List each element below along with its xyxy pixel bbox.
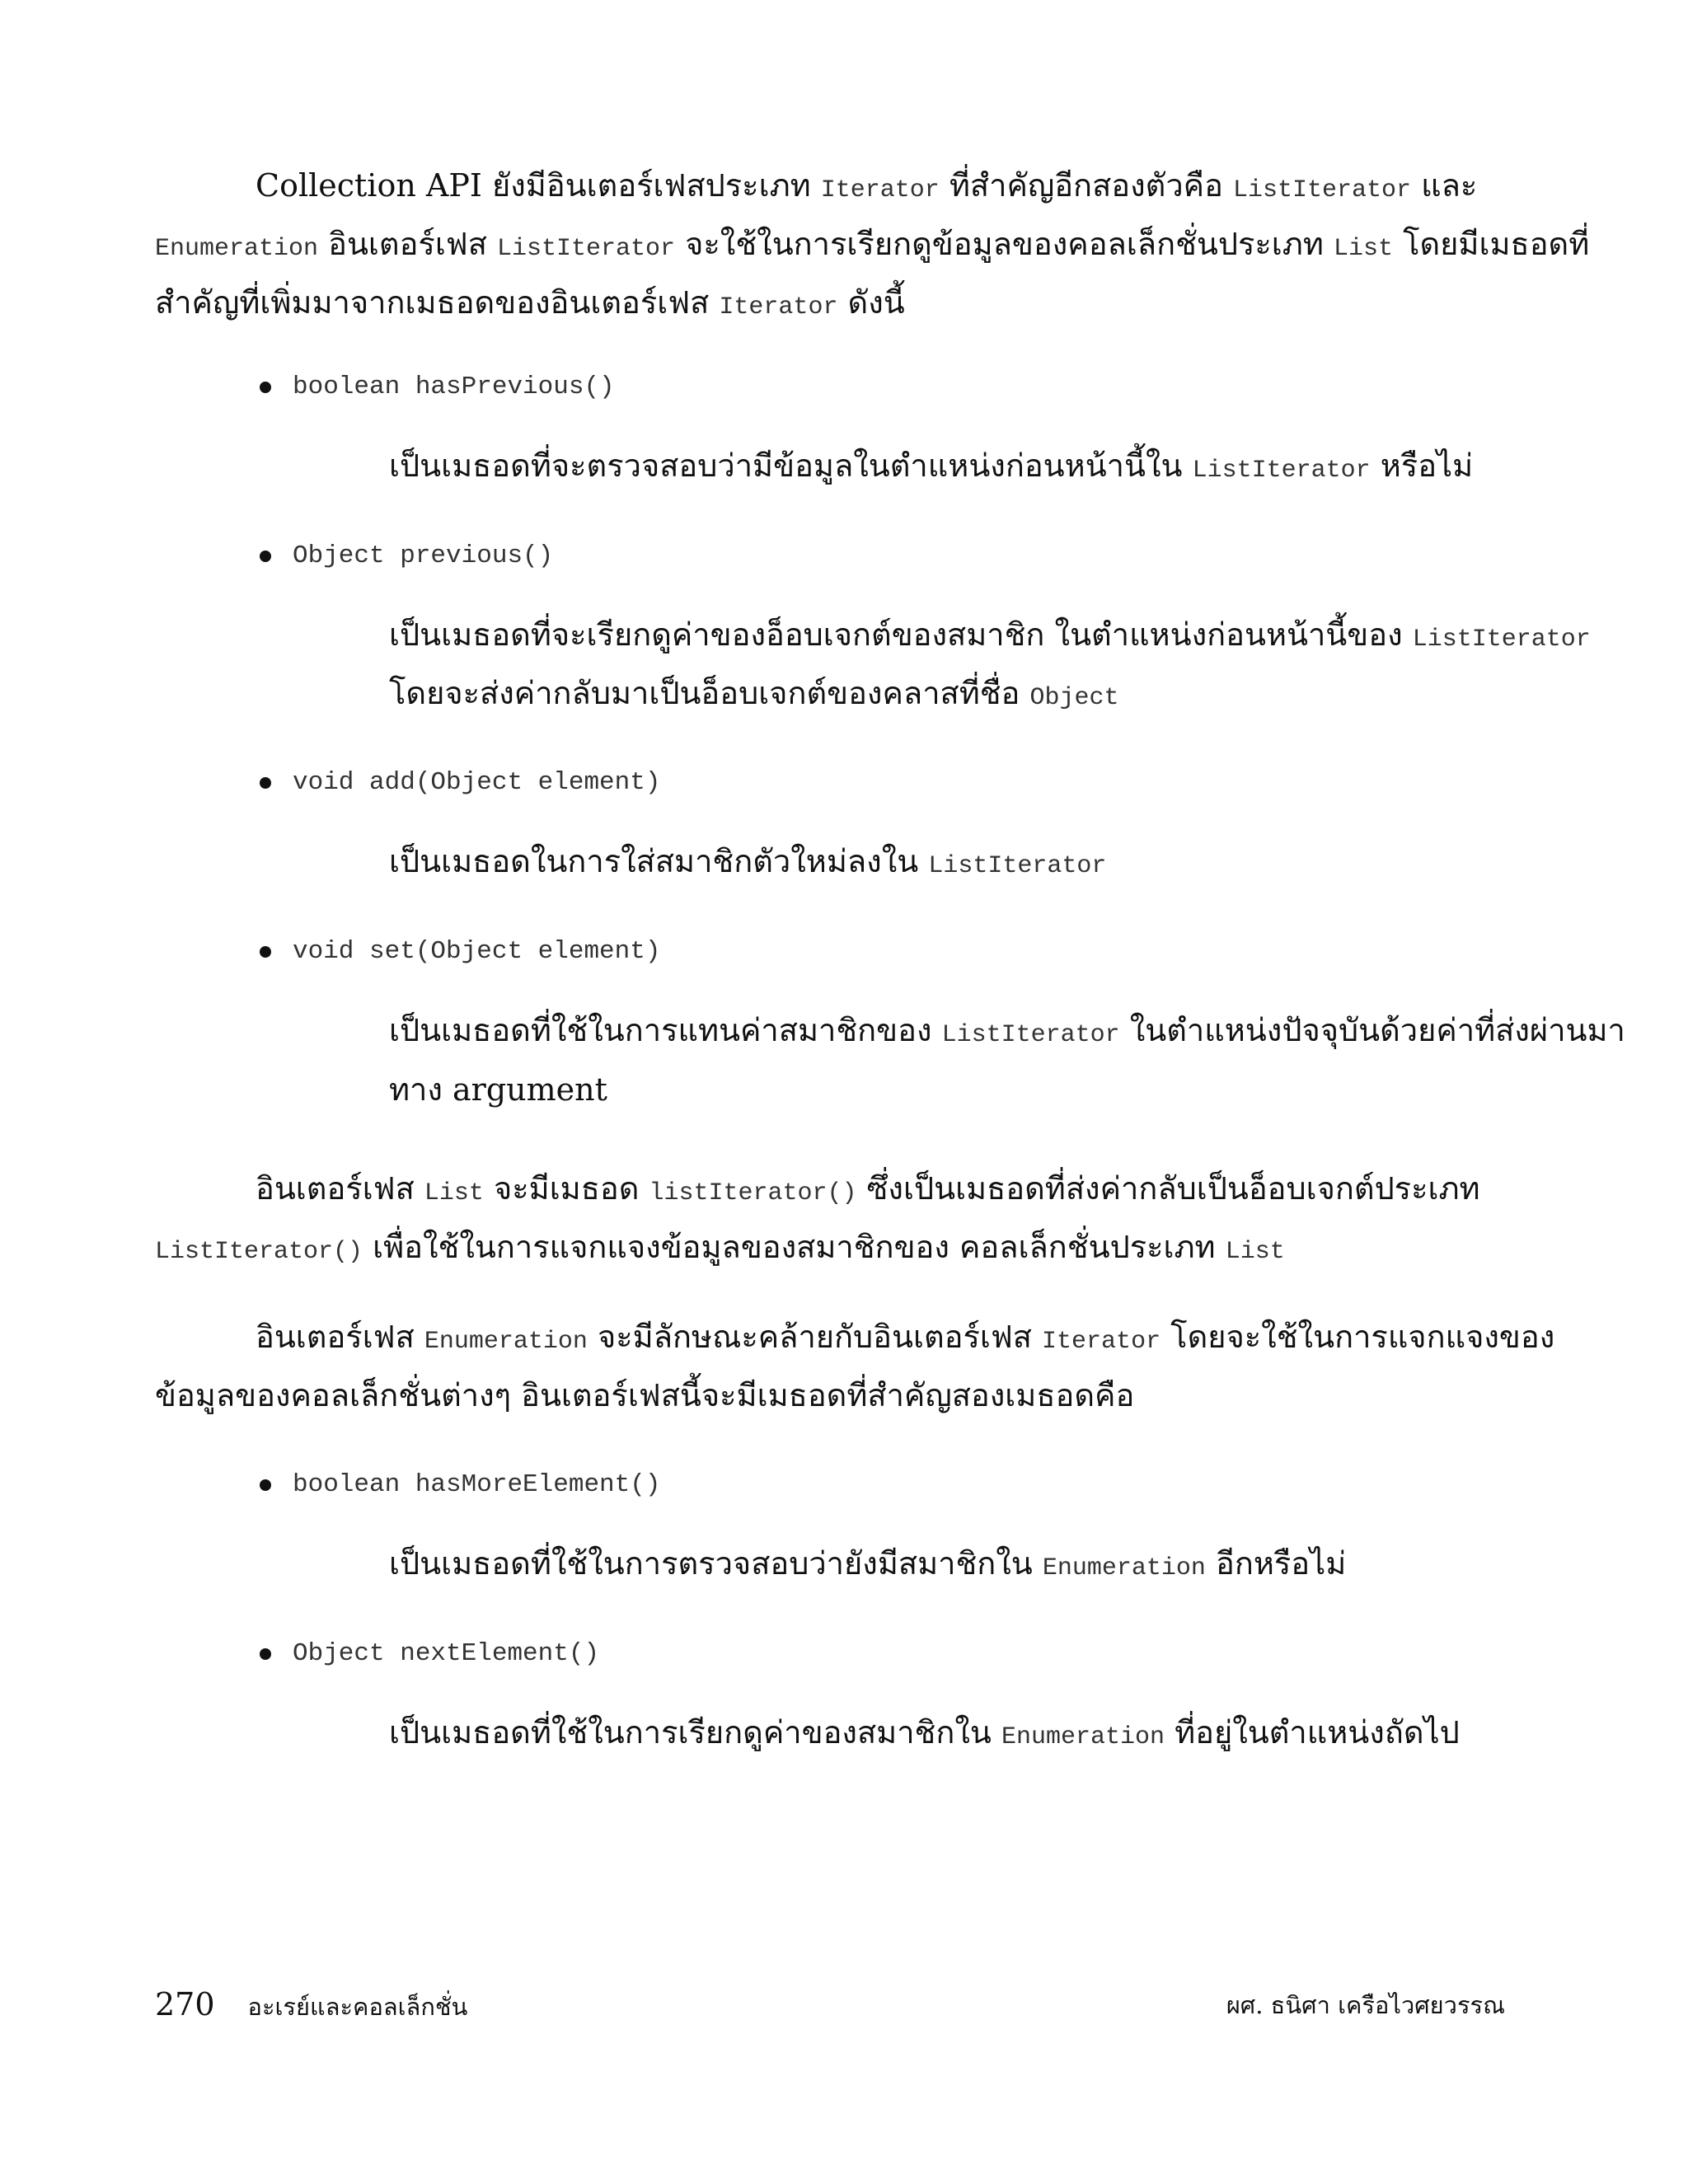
method-item-has-more-element (260, 1460, 660, 1511)
paragraph-1-line-1 (256, 161, 1477, 215)
text: โดยจะส่งค่ากลับมาเป็นอ็อบเจกต์ของคลาสที่ชื่อ (389, 675, 1030, 711)
code-listiterator-method: ListIterator() (155, 1238, 363, 1266)
method-signature: Object nextElement() (293, 1639, 600, 1668)
bullet-icon (260, 551, 271, 562)
paragraph-2-line-2 (155, 1222, 1285, 1277)
code-list: List (1333, 235, 1393, 263)
method-3-description (389, 837, 1106, 891)
text: เป็นเมธอดที่ใช้ในการเรียกดูค่าของสมาชิกใน (389, 1714, 1001, 1750)
text: อินเตอร์เฟส (318, 226, 497, 262)
code-list: List (424, 1179, 484, 1207)
text: ดังนี้ (837, 284, 905, 321)
paragraph-3-line-2 (155, 1371, 1134, 1420)
paragraph-3-line-1 (256, 1312, 1554, 1366)
page-footer-right (1226, 1986, 1505, 2024)
code-listiterator: ListIterator (941, 1021, 1120, 1049)
code-iterator: Iterator (1042, 1328, 1161, 1356)
text: ที่อยู่ในตำแหน่งถัดไป (1165, 1714, 1460, 1750)
text: เป็นเมธอดที่ใช้ในการแทนค่าสมาชิกของ (389, 1012, 942, 1048)
text: สำคัญที่เพิ่มมาจากเมธอดของอินเตอร์เฟส (155, 284, 720, 321)
code-iterator: Iterator (820, 176, 940, 204)
method-4-description-line-2 (389, 1065, 607, 1114)
text: เป็นเมธอดในการใส่สมาชิกตัวใหม่ลงใน (389, 843, 929, 879)
method-signature: void set(Object element) (293, 937, 661, 966)
text: โดยมีเมธอดที่ (1392, 226, 1590, 262)
method-signature: void add(Object element) (293, 768, 661, 797)
text: จะมีเมธอด (483, 1170, 649, 1207)
method-signature: Object previous() (293, 541, 554, 570)
code-list: List (1225, 1238, 1285, 1266)
code-listiterator: ListIterator (928, 852, 1107, 880)
method-signature: boolean hasMoreElement() (293, 1470, 661, 1499)
bullet-icon (260, 1648, 271, 1660)
method-signature: boolean hasPrevious() (293, 373, 615, 401)
text: ทาง argument (389, 1071, 607, 1108)
author-name: ผศ. ธนิศา เครือไวศยวรรณ (1226, 1991, 1505, 2019)
code-enumeration: Enumeration (1001, 1723, 1165, 1751)
method-2-description-line-1 (389, 610, 1591, 664)
chapter-title: อะเรย์และคอลเล็กชั่น (247, 1993, 468, 2021)
text: ข้อมูลของคอลเล็กชั่นต่างๆ อินเตอร์เฟสนี้จะมีเมธอดที่สำคัญสองเมธอดคือ (155, 1377, 1135, 1413)
code-enumeration: Enumeration (155, 235, 319, 263)
method-1-description (389, 441, 1473, 495)
paragraph-1-line-3 (155, 278, 905, 332)
code-listiterator: ListIterator (497, 235, 676, 263)
text: ซึ่งเป็นเมธอดที่ส่งค่ากลับเป็นอ็อบเจกต์ประเภท (856, 1170, 1480, 1207)
code-listiterator: ListIterator (1232, 176, 1412, 204)
page-number: 270 (155, 1986, 215, 2022)
text: จะมีลักษณะคล้ายกับอินเตอร์เฟส (587, 1319, 1043, 1355)
code-listiterator: ListIterator (1412, 626, 1591, 654)
text: และ (1411, 167, 1478, 204)
text: โดยจะใช้ในการแจกแจงของ (1160, 1319, 1555, 1355)
code-iterator: Iterator (719, 293, 838, 321)
bullet-icon (260, 777, 271, 789)
code-object: Object (1029, 684, 1119, 712)
page-footer-left (155, 1986, 467, 2026)
method-2-description-line-2 (389, 668, 1119, 723)
method-item-add (260, 758, 660, 809)
method-item-has-previous (260, 363, 615, 414)
paragraph-2-line-1 (256, 1164, 1480, 1218)
text: เป็นเมธอดที่ใช้ในการตรวจสอบว่ายังมีสมาชิกใน (389, 1545, 1043, 1582)
text: อินเตอร์เฟส (256, 1170, 424, 1207)
code-listiterator-method: listIterator() (649, 1179, 857, 1207)
bullet-icon (260, 382, 271, 393)
text: ในตำแหน่งปัจจุบันด้วยค่าที่ส่งผ่านมา (1119, 1012, 1625, 1048)
text: เป็นเมธอดที่จะเรียกดูค่าของอ็อบเจกต์ของสมาชิก ในตำแหน่งก่อนหน้านี้ของ (389, 616, 1413, 653)
code-enumeration: Enumeration (424, 1328, 588, 1356)
text: อินเตอร์เฟส (256, 1319, 424, 1355)
paragraph-1-line-2 (155, 219, 1589, 274)
method-4-description-line-1 (389, 1005, 1625, 1060)
text: จะใช้ในการเรียกดูข้อมูลของคอลเล็กชั่นประเภท (675, 226, 1334, 262)
text: เป็นเมธอดที่จะตรวจสอบว่ามีข้อมูลในตำแหน่งก่อนหน้านี้ใน (389, 448, 1193, 484)
code-listiterator: ListIterator (1192, 457, 1371, 485)
bullet-icon (260, 946, 271, 958)
method-6-description (389, 1708, 1460, 1762)
text: อีกหรือไม่ (1205, 1545, 1347, 1582)
method-5-description (389, 1539, 1346, 1593)
method-item-previous (260, 532, 553, 583)
text: Collection API ยังมีอินเตอร์เฟสประเภท (256, 167, 821, 204)
bullet-icon (260, 1479, 271, 1491)
code-enumeration: Enumeration (1042, 1554, 1206, 1582)
method-item-set (260, 927, 660, 978)
method-item-next-element (260, 1629, 599, 1680)
text: เพื่อใช้ในการแจกแจงข้อมูลของสมาชิกของ คอลเล็กชั่นประเภท (363, 1229, 1226, 1265)
text: หรือไม่ (1370, 448, 1474, 484)
text: ที่สำคัญอีกสองตัวคือ (939, 167, 1233, 204)
